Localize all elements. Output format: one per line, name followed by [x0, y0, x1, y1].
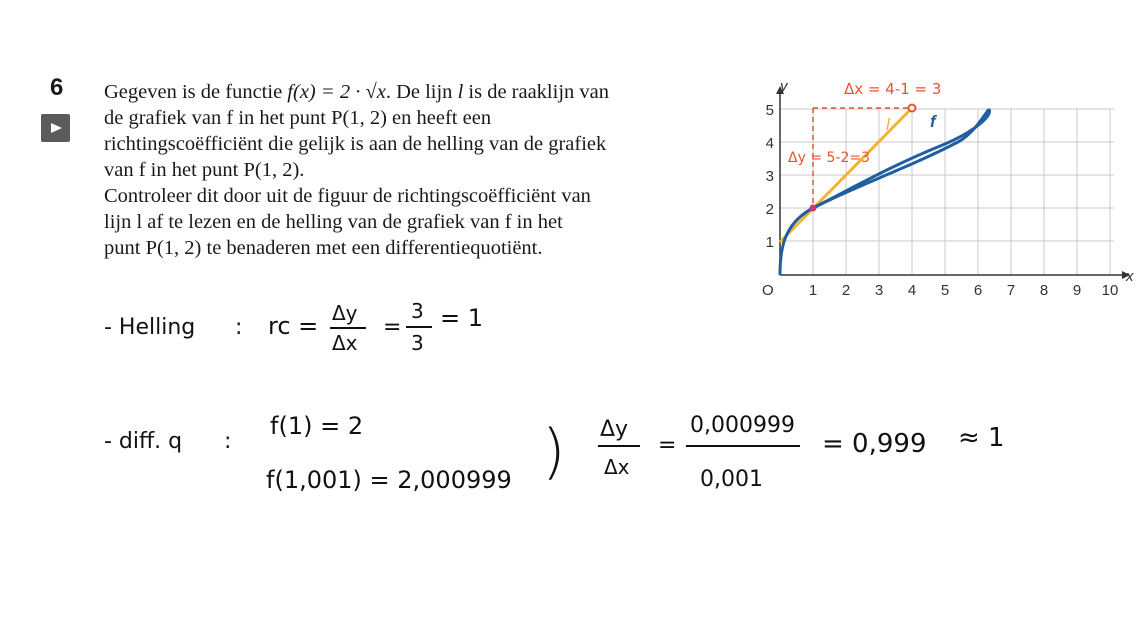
y-tick-label: 5	[765, 102, 774, 119]
x-tick-label: 2	[841, 282, 851, 299]
exercise-line-4: van f in het punt P(1, 2).	[104, 159, 305, 181]
delta-y-annotation: Δy = 5-2=3	[788, 150, 870, 166]
helling-result: = 1	[440, 304, 484, 332]
delta-y-numerator: Δy	[600, 417, 629, 442]
difference-denominator: 0,001	[700, 467, 763, 492]
diff-q-label: - diff. q	[104, 429, 183, 454]
tangent-label: l	[886, 115, 890, 134]
x-tick-label: 1	[808, 282, 818, 299]
x-tick-label: 5	[940, 282, 950, 299]
x-tick-label: 3	[874, 282, 884, 299]
x-tick-label: 7	[1006, 282, 1016, 299]
exercise-line-2: de grafiek van f in het punt P(1, 2) en heeft een	[104, 107, 492, 129]
y-axis-label: y	[780, 78, 788, 95]
origin-label: O	[762, 282, 774, 299]
function-formula: f(x) = 2 · √x	[287, 81, 386, 103]
diff-q-colon: :	[224, 429, 232, 454]
exercise-line-5: Controleer dit door uit de figuur de richtingscoëfficiënt van	[104, 185, 591, 207]
f-of-1: f(1) = 2	[270, 412, 364, 440]
x-tick-label: 6	[973, 282, 983, 299]
closing-bracket: )	[542, 417, 566, 487]
helling-label: - Helling	[104, 315, 196, 340]
delta-x-denominator: Δx	[604, 455, 630, 479]
fraction-numerator: 3	[411, 299, 424, 323]
exercise-line-1: Gegeven is de functie f(x) = 2 · √x. De lijn l is de raaklijn van	[104, 81, 609, 103]
exercise-line-6: lijn l af te lezen en de helling van de grafiek van f in het	[104, 211, 563, 233]
y-tick-label: 2	[765, 201, 774, 218]
fraction-denominator: 3	[411, 331, 424, 355]
delta-x-denominator: Δx	[332, 331, 358, 355]
x-tick-label: 8	[1039, 282, 1049, 299]
y-tick-label: 1	[765, 234, 774, 251]
curve-label: f	[930, 112, 936, 131]
y-tick-label: 3	[765, 168, 774, 185]
exercise-line-3: richtingscoëfficiënt die gelijk is aan de helling van de grafiek	[104, 133, 607, 155]
y-tick-label: 4	[765, 135, 774, 152]
delta-x-annotation: Δx = 4-1 = 3	[844, 80, 942, 98]
helling-colon: :	[235, 315, 243, 340]
equals-sign: =	[658, 433, 677, 458]
rc-expression: rc =	[268, 312, 319, 340]
f-of-1001: f(1,001) = 2,000999	[266, 466, 512, 494]
x-axis-label: x	[1126, 268, 1134, 285]
exercise-line-7: punt P(1, 2) te benaderen met een differentiequotiënt.	[104, 237, 543, 259]
approx-result: ≈ 1	[958, 423, 1005, 453]
quotient-result: = 0,999	[822, 429, 927, 459]
x-tick-label: 4	[907, 282, 917, 299]
x-tick-label: 10	[1101, 282, 1119, 299]
equals-sign: =	[383, 315, 402, 340]
difference-numerator: 0,000999	[690, 413, 795, 438]
x-tick-label: 9	[1072, 282, 1082, 299]
delta-y-numerator: Δy	[332, 301, 358, 325]
exercise-number: 6	[50, 74, 64, 101]
